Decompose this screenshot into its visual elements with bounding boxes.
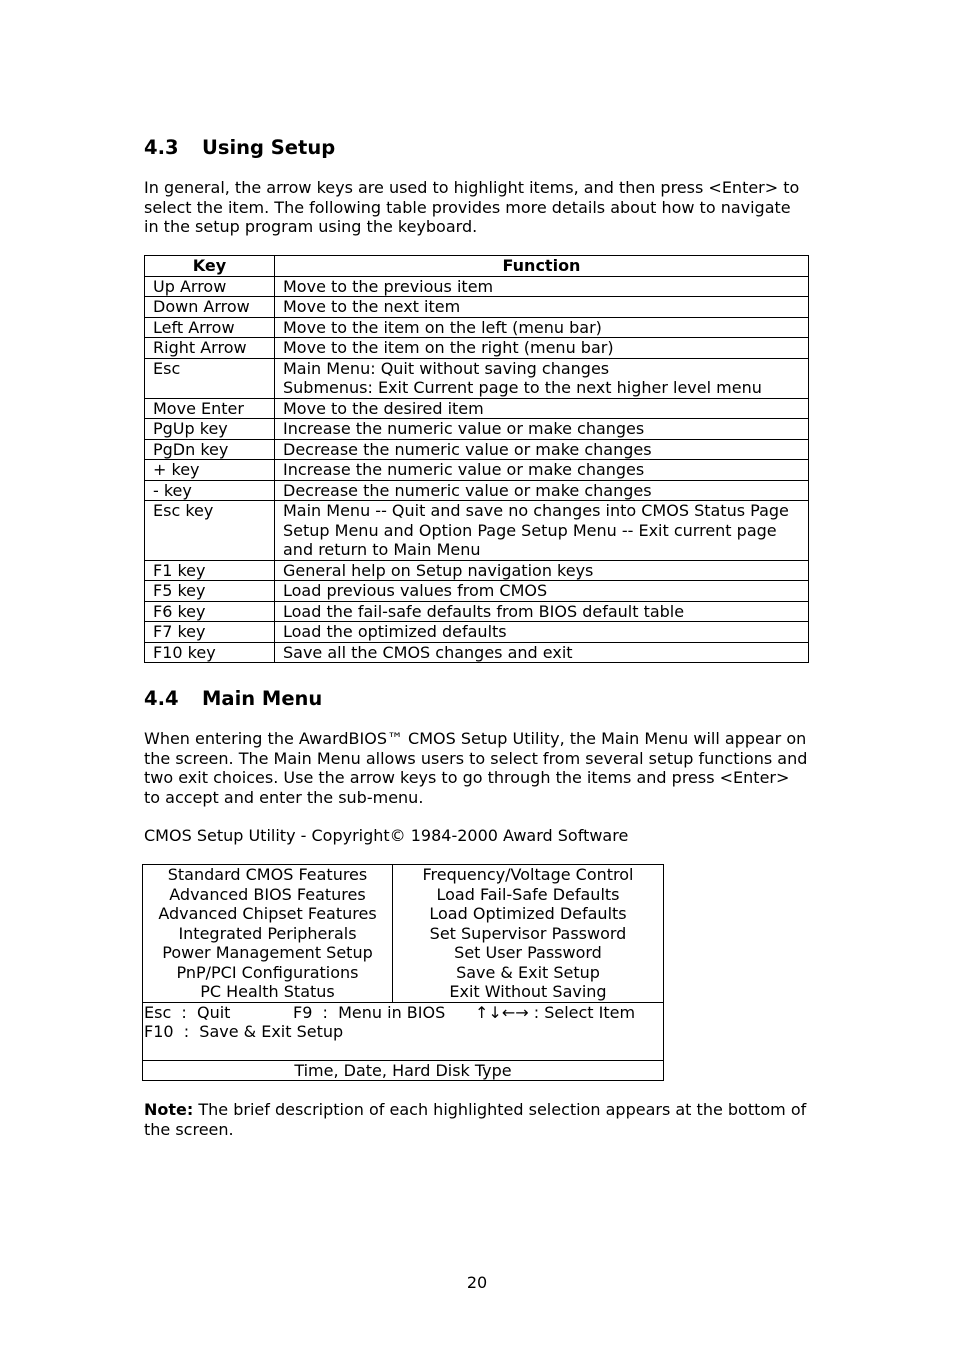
table-row [145, 581, 809, 602]
function-cell [275, 317, 809, 338]
function-line: Move to the desired item [283, 398, 484, 418]
bios-menu-item-left: Advanced BIOS Features [169, 884, 366, 904]
function-cell [275, 419, 809, 440]
section-heading-4-4 [144, 687, 322, 710]
table-row [145, 358, 809, 398]
bios-menu-item-left: PC Health Status [200, 982, 335, 1001]
section-heading-4-3 [144, 136, 335, 159]
bios-caption: CMOS Setup Utility - Copyright© 1984-2000 Award Software [144, 826, 629, 845]
table-row [145, 276, 809, 297]
table-row [145, 297, 809, 318]
table-row [145, 398, 809, 419]
key-cell: F6 key [145, 601, 275, 622]
bios-menu-right-column [393, 865, 663, 1002]
function-line: Decrease the numeric value or make changes [283, 439, 652, 459]
key-cell: F10 key [145, 642, 275, 663]
table-row [145, 560, 809, 581]
function-line: General help on Setup navigation keys [283, 560, 594, 580]
key-cell: + key [145, 460, 275, 481]
function-line: Move to the previous item [283, 276, 494, 296]
bios-key-hints [143, 1003, 663, 1061]
table-row [145, 480, 809, 501]
bios-menu-item-left: PnP/PCI Configurations [176, 962, 359, 982]
function-line: Move to the item on the right (menu bar) [283, 338, 614, 357]
hint-f9: F9 : Menu in BIOS [293, 1002, 446, 1022]
table-row [145, 622, 809, 643]
bios-menu-item-right: Set Supervisor Password [429, 923, 627, 943]
section-number: 4.4 [144, 687, 179, 710]
bios-item-description: Time, Date, Hard Disk Type [294, 1060, 512, 1080]
key-cell: Left Arrow [145, 317, 275, 338]
table-row [145, 601, 809, 622]
function-line: Load the fail-safe defaults from BIOS default table [283, 601, 685, 621]
function-line: Load the optimized defaults [283, 622, 507, 641]
hint-esc: Esc : Quit [144, 1002, 231, 1022]
table-row [145, 317, 809, 338]
header-function: Function [275, 256, 809, 277]
table-row [145, 460, 809, 481]
note-text: The brief description of each highlighted selection appears at the bottom of the screen. [144, 1100, 807, 1139]
bios-menu-item-right: Frequency/Voltage Control [422, 865, 634, 884]
using-setup-intro: In general, the arrow keys are used to highlight items, and then press <Enter> to select the item. The following table provides more details about how to navigate in the setup program using the keyboard. [144, 178, 800, 236]
function-cell [275, 297, 809, 318]
key-cell: F1 key [145, 560, 275, 581]
bios-menu-item-left: Power Management Setup [162, 943, 373, 962]
table-row [145, 419, 809, 440]
key-function-table [144, 255, 809, 663]
function-cell [275, 581, 809, 602]
hint-arrows: ↑↓←→ : Select Item [475, 1002, 636, 1022]
function-line: Move to the item on the left (menu bar) [283, 317, 602, 337]
function-line: Submenus: Exit Current page to the next higher level menu [283, 378, 762, 397]
table-header-row [145, 256, 809, 277]
section-number: 4.3 [144, 136, 179, 159]
key-cell: Move Enter [145, 398, 275, 419]
function-line: Increase the numeric value or make changes [283, 460, 645, 479]
function-cell [275, 622, 809, 643]
key-cell: PgDn key [145, 439, 275, 460]
table-row [145, 501, 809, 561]
table-row [145, 338, 809, 359]
bios-menu-item-right: Set User Password [454, 943, 602, 962]
bios-menu-item-right: Load Fail-Safe Defaults [436, 884, 620, 904]
function-cell [275, 501, 809, 561]
function-cell [275, 338, 809, 359]
function-cell [275, 276, 809, 297]
function-line: Decrease the numeric value or make changes [283, 480, 652, 500]
function-line: Main Menu: Quit without saving changes [283, 358, 610, 378]
key-table-body [145, 276, 809, 663]
bios-menu-item-left: Advanced Chipset Features [158, 904, 377, 923]
bios-menu-item-left: Integrated Peripherals [178, 923, 357, 943]
page-number: 20 [466, 1273, 488, 1292]
bios-main-menu-figure [142, 864, 664, 1081]
key-cell: Down Arrow [145, 297, 275, 318]
key-cell: PgUp key [145, 419, 275, 440]
key-cell: F5 key [145, 581, 275, 602]
key-cell: Up Arrow [145, 276, 275, 297]
key-cell: Esc [145, 358, 275, 398]
function-cell [275, 601, 809, 622]
note-paragraph [144, 1100, 810, 1139]
key-cell: - key [145, 480, 275, 501]
bios-menu-item-right: Exit Without Saving [449, 982, 607, 1001]
section-title: Main Menu [202, 687, 323, 710]
function-line: Move to the next item [283, 297, 461, 316]
function-cell [275, 460, 809, 481]
function-cell [275, 642, 809, 663]
bios-menu-item-right: Load Optimized Defaults [429, 904, 627, 923]
note-label: Note: [144, 1100, 194, 1119]
table-row [145, 439, 809, 460]
function-line: Increase the numeric value or make changes [283, 419, 645, 438]
function-cell [275, 560, 809, 581]
table-row [145, 642, 809, 663]
key-cell: Esc key [145, 501, 275, 561]
header-key: Key [145, 256, 275, 277]
function-cell [275, 398, 809, 419]
bios-menu-item-right: Save & Exit Setup [456, 962, 600, 982]
key-cell: F7 key [145, 622, 275, 643]
bios-menu-item-left: Standard CMOS Features [167, 865, 368, 884]
hint-f10: F10 : Save & Exit Setup [144, 1022, 344, 1041]
function-line: Main Menu -- Quit and save no changes into CMOS Status Page Setup Menu and Option Page Setup Menu -- Exit current page and return to Main Menu [283, 501, 789, 559]
function-cell [275, 480, 809, 501]
bios-menu-left-column [143, 865, 393, 1002]
section-title: Using Setup [202, 136, 336, 159]
function-cell [275, 358, 809, 398]
key-cell: Right Arrow [145, 338, 275, 359]
main-menu-intro: When entering the AwardBIOS™ CMOS Setup Utility, the Main Menu will appear on the screen. The Main Menu allows users to select from several setup functions and two exit choices. Use the arrow keys to go through the items and press <Enter> to accept and enter the sub-menu. [144, 729, 808, 807]
function-line: Load previous values from CMOS [283, 581, 548, 600]
function-line: Save all the CMOS changes and exit [283, 642, 573, 662]
function-cell [275, 439, 809, 460]
